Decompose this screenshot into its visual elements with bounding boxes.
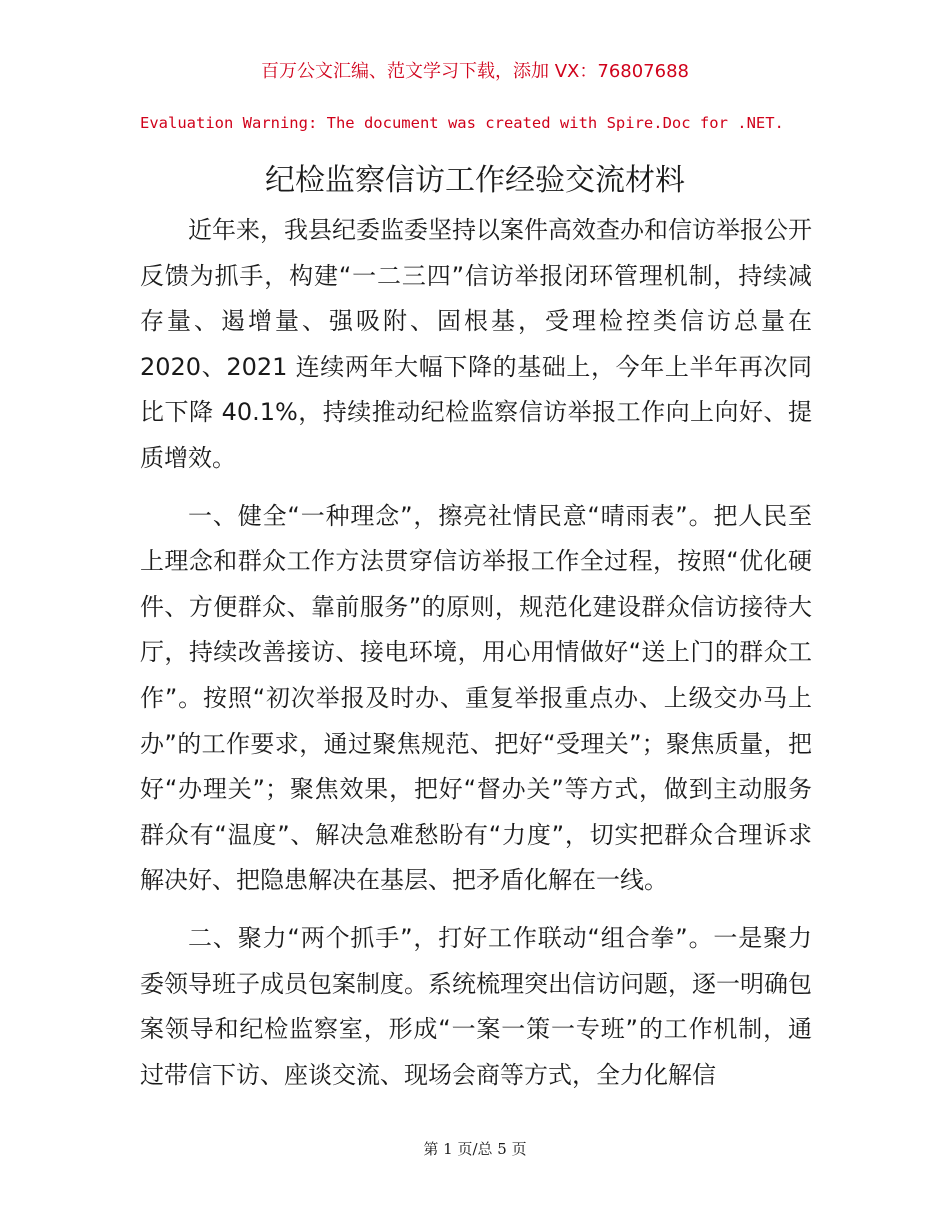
document-title: 纪检监察信访工作经验交流材料: [265, 163, 685, 198]
paragraph-intro: 近年来，我县纪委监委坚持以案件高效查办和信访举报公开反馈为抓手，构建“一二三四”信访举报闭环管理机制，持续减存量、遏增量、强吸附、固根基，受理检控类信访总量在 2020、2021 连续两年大幅下降的基础上，今年上半年再次同比下降 40.1%，持续推动纪检监察信访举报工作向上向好、提质增效。: [140, 216, 812, 472]
header-banner: 百万公文汇编、范文学习下载，添加 VX：76807688: [261, 61, 689, 82]
document-body: [140, 208, 812, 1110]
paragraph-section-two: 二、聚力“两个抓手”，打好工作联动“组合拳”。一是聚力委领导班子成员包案制度。系统梳理突出信访问题，逐一明确包案领导和纪检监察室，形成“一案一策一专班”的工作机制，通过带信下访、座谈交流、现场会商等方式，全力化解信: [140, 923, 812, 1089]
page-indicator: 第 1 页/总 5 页: [423, 1140, 527, 1158]
paragraph-section-one: 一、健全“一种理念”，擦亮社情民意“晴雨表”。把人民至上理念和群众工作方法贯穿信访举报工作全过程，按照“优化硬件、方便群众、靠前服务”的原则，规范化建设群众信访接待大厅，持续改善接访、接电环境，用心用情做好“送上门的群众工作”。按照“初次举报及时办、重复举报重点办、上级交办马上办”的工作要求，通过聚焦规范、把好“受理关”；聚焦质量，把好“办理关”；聚焦效果，把好“督办关”等方式，做到主动服务群众有“温度”、解决急难愁盼有“力度”，切实把群众合理诉求解决好、把隐患解决在基层、把矛盾化解在一线。: [140, 501, 812, 895]
evaluation-warning: Evaluation Warning: The document was created with Spire.Doc for .NET.: [140, 114, 784, 132]
